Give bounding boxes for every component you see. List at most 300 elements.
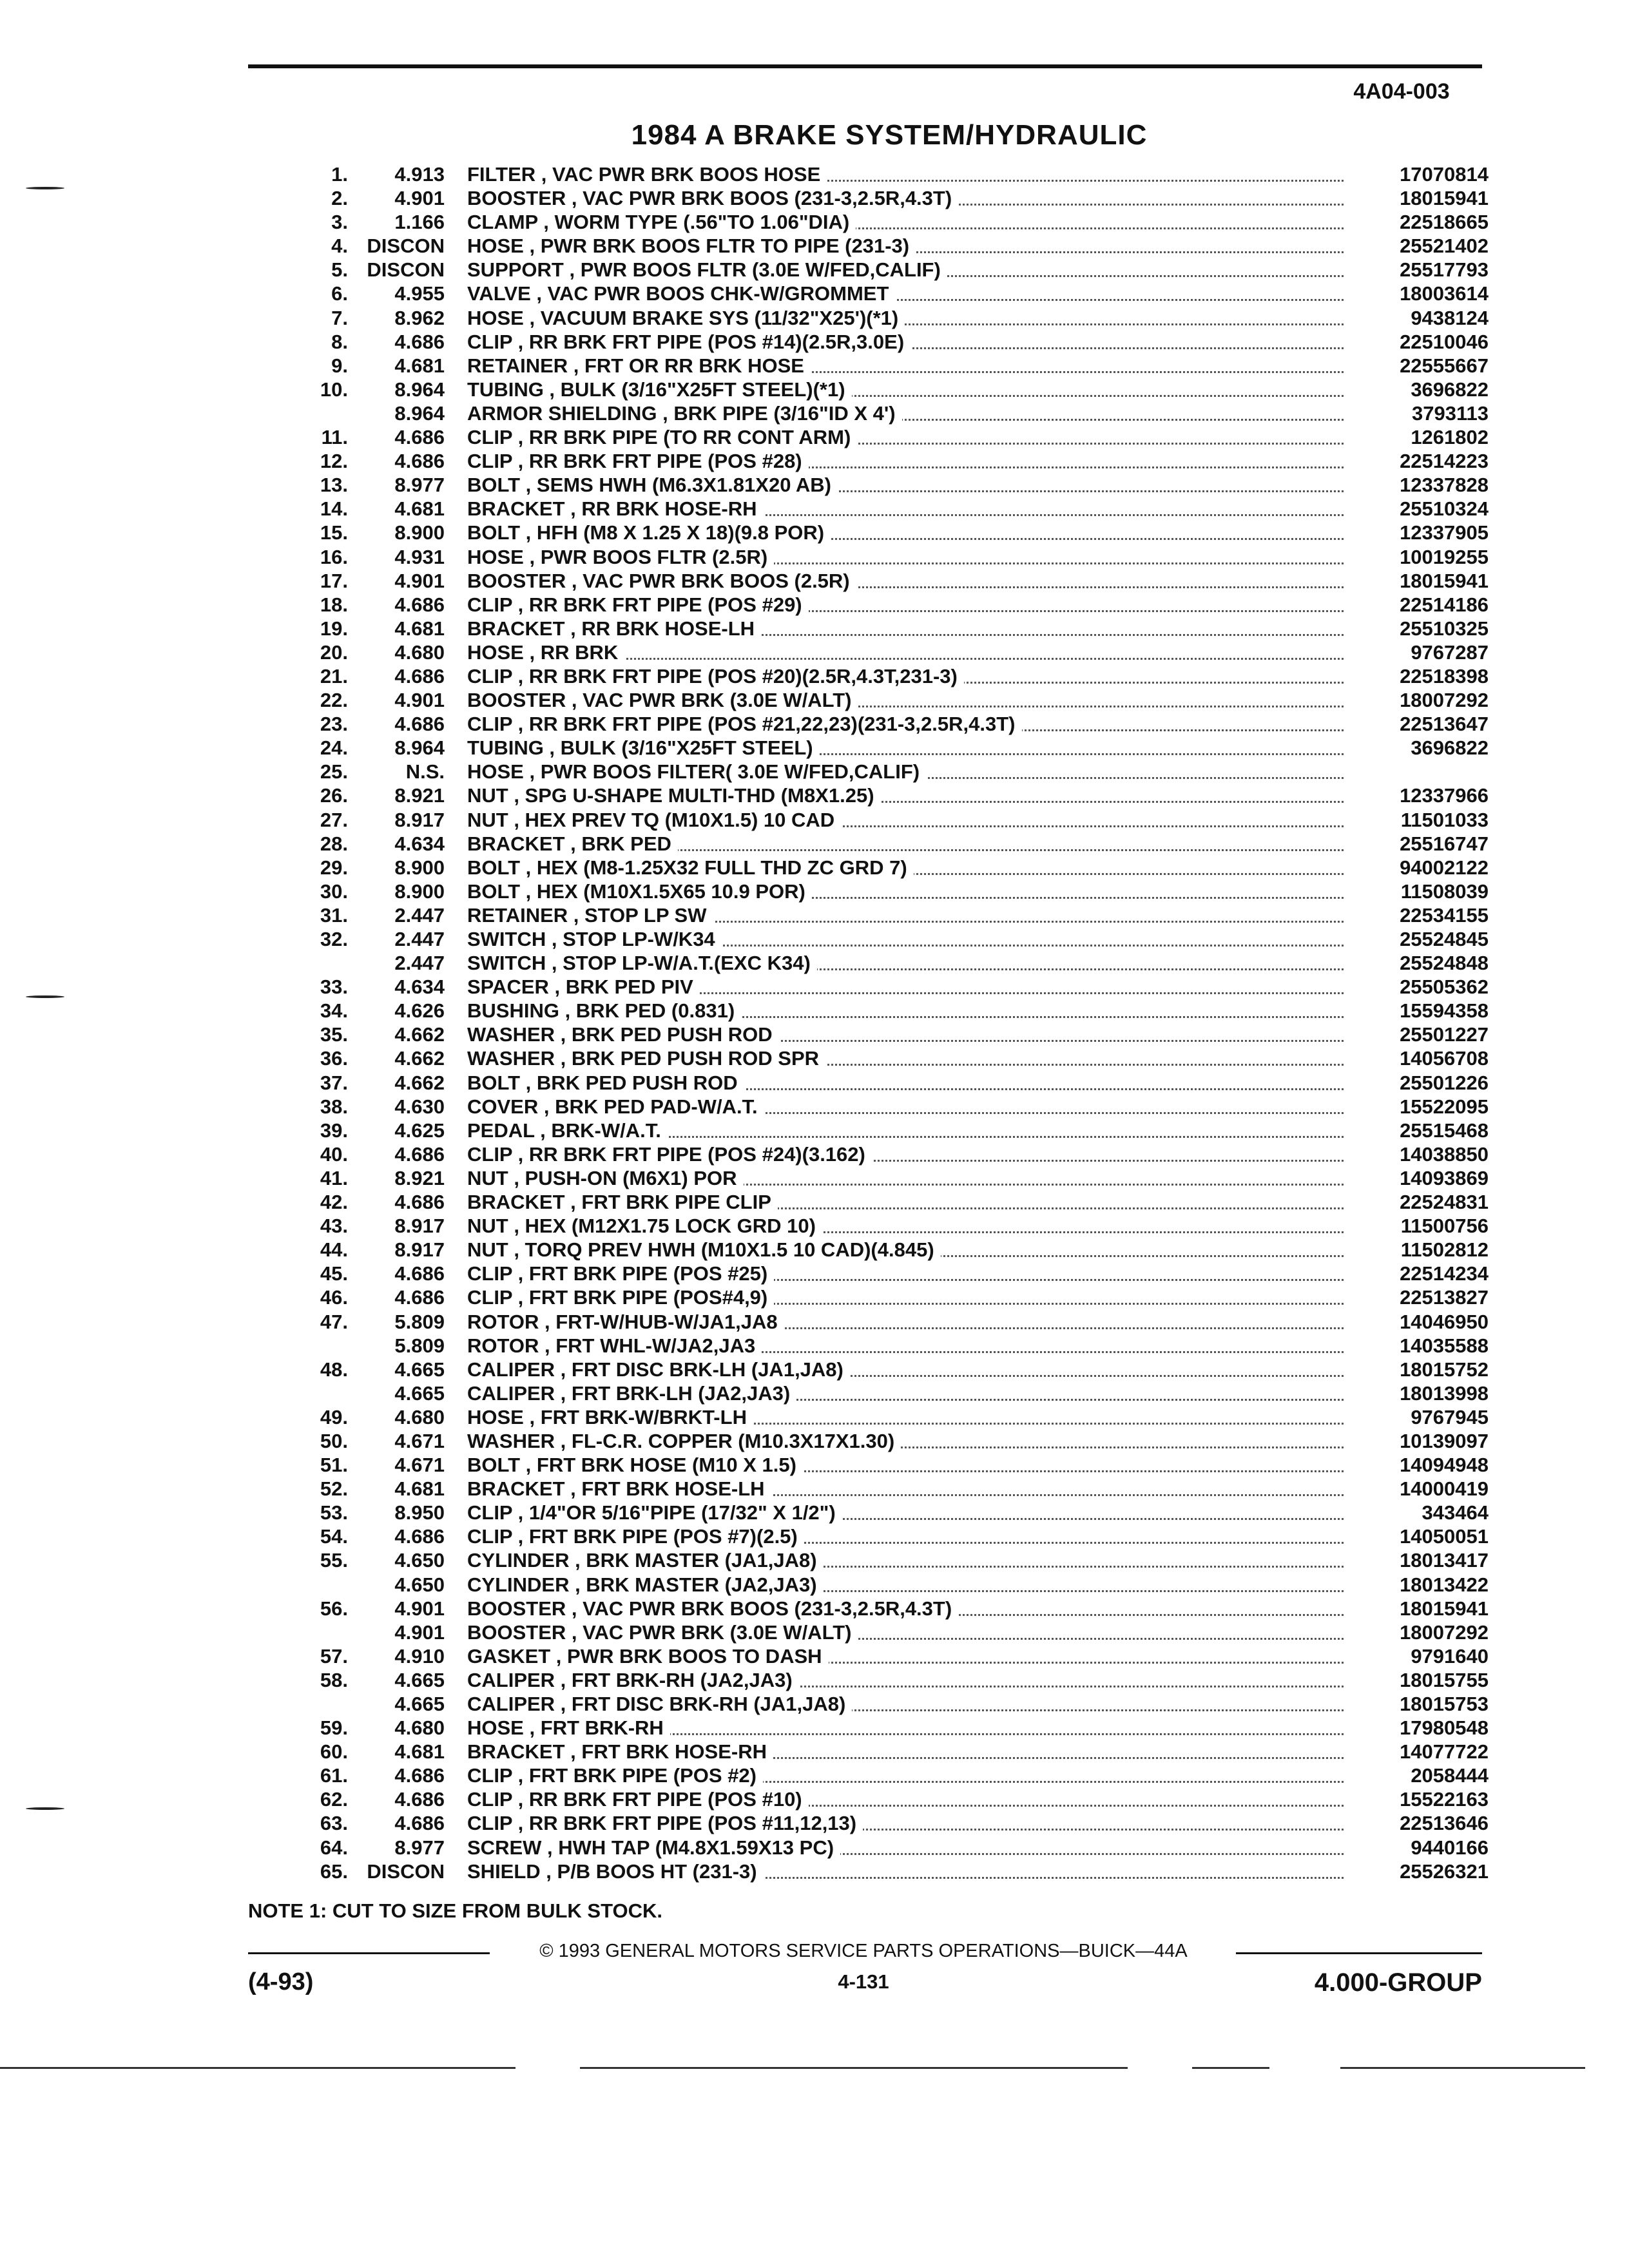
group-number: 4.686: [394, 1788, 445, 1811]
table-row: [284, 1836, 1495, 1860]
description-cell: [467, 425, 1337, 449]
group-number: 4.955: [394, 282, 445, 305]
description-cell: [467, 1620, 1337, 1644]
part-number: 22514186: [1400, 593, 1489, 616]
part-number: 18015755: [1400, 1668, 1489, 1691]
description: SHIELD , P/B BOOS HT (231-3): [467, 1860, 764, 1883]
group-number: 4.901: [394, 569, 445, 592]
table-row: [284, 1787, 1495, 1811]
table-row: [284, 1119, 1495, 1142]
item-number: 5.: [331, 258, 348, 282]
description: CYLINDER , BRK MASTER (JA2,JA3): [467, 1573, 824, 1596]
group-number: 4.686: [394, 1764, 445, 1787]
part-number: 25521402: [1400, 235, 1489, 258]
binder-mark: [26, 187, 64, 189]
item-number: 19.: [320, 617, 348, 640]
table-row: [284, 1334, 1495, 1358]
description-cell: [467, 378, 1337, 401]
part-number: 22510046: [1400, 330, 1489, 353]
description: CLIP , RR BRK FRT PIPE (POS #11,12,13): [467, 1812, 863, 1834]
description: BRACKET , RR BRK HOSE-RH: [467, 497, 764, 520]
description: FILTER , VAC PWR BRK BOOS HOSE: [467, 163, 827, 186]
table-row: [284, 1501, 1495, 1524]
part-number: 25524848: [1400, 952, 1489, 975]
table-row: [284, 760, 1495, 783]
description-cell: [467, 497, 1337, 521]
part-number: 9438124: [1411, 306, 1489, 329]
part-number: 22555667: [1400, 354, 1489, 377]
part-number: 15594358: [1400, 999, 1489, 1023]
part-number: 15522163: [1400, 1788, 1489, 1811]
description-cell: [467, 999, 1337, 1023]
table-row: [284, 1142, 1495, 1166]
table-row: [284, 879, 1495, 903]
table-row: [284, 975, 1495, 999]
group-number: 4.686: [394, 330, 445, 353]
group-number: 4.650: [394, 1549, 445, 1572]
part-number: 25516747: [1400, 832, 1489, 855]
item-number: 6.: [331, 282, 348, 305]
description-cell: [467, 1142, 1337, 1166]
table-row: [284, 1262, 1495, 1285]
copyright-line: © 1993 GENERAL MOTORS SERVICE PARTS OPERATIONS—BUICK—44A: [539, 1941, 1188, 1961]
part-number: 22518665: [1400, 211, 1489, 234]
description-cell: [467, 401, 1337, 425]
item-number: 9.: [331, 354, 348, 377]
part-number: 3696822: [1411, 736, 1489, 760]
description: HOSE , PWR BOOS FILTER( 3.0E W/FED,CALIF): [467, 760, 926, 783]
description: BRACKET , FRT BRK PIPE CLIP: [467, 1191, 778, 1213]
item-number: 33.: [320, 975, 348, 999]
group-number: 4.686: [394, 1191, 445, 1214]
group-number: 2.447: [394, 952, 445, 975]
description: COVER , BRK PED PAD-W/A.T.: [467, 1095, 764, 1118]
table-row: [284, 521, 1495, 544]
description: VALVE , VAC PWR BOOS CHK-W/GROMMET: [467, 282, 895, 305]
description-cell: [467, 1238, 1337, 1262]
table-row: [284, 664, 1495, 688]
group-number: 4.634: [394, 832, 445, 855]
item-number: 23.: [320, 713, 348, 736]
table-row: [284, 1023, 1495, 1046]
description-cell: [467, 1860, 1337, 1883]
description: CLIP , 1/4"OR 5/16"PIPE (17/32" X 1/2"): [467, 1501, 842, 1524]
group-number: 4.901: [394, 187, 445, 210]
description: HOSE , FRT BRK-W/BRKT-LH: [467, 1406, 753, 1428]
scan-edge-line: [1192, 2067, 1269, 2069]
description-cell: [467, 545, 1337, 569]
group-number: 8.964: [394, 378, 445, 401]
description: BRACKET , BRK PED: [467, 832, 678, 855]
description-cell: [467, 282, 1337, 305]
part-number: 22534155: [1400, 903, 1489, 927]
part-number: 11501033: [1400, 808, 1489, 831]
description: HOSE , PWR BRK BOOS FLTR TO PIPE (231-3): [467, 235, 916, 257]
table-row: [284, 617, 1495, 640]
group-number: 4.680: [394, 640, 445, 664]
group-number: 4.681: [394, 354, 445, 377]
part-number: 22524831: [1400, 1191, 1489, 1214]
part-number: 14050051: [1400, 1525, 1489, 1548]
table-row: [284, 569, 1495, 593]
description-cell: [467, 927, 1337, 951]
page-number: 4-131: [838, 1970, 889, 1993]
description-cell: [467, 306, 1337, 330]
part-number: 15522095: [1400, 1095, 1489, 1118]
table-row: [284, 1860, 1495, 1883]
part-number: 12337905: [1400, 521, 1489, 544]
description-cell: [467, 1285, 1337, 1309]
description: CALIPER , FRT BRK-RH (JA2,JA3): [467, 1669, 799, 1691]
group-number: 8.917: [394, 1215, 445, 1238]
group-number: 4.686: [394, 1812, 445, 1835]
group-number: 4.681: [394, 1740, 445, 1763]
item-number: 32.: [320, 928, 348, 950]
item-number: 63.: [320, 1812, 348, 1835]
group-number: 4.665: [394, 1693, 445, 1715]
description-cell: [467, 879, 1337, 903]
description: WASHER , BRK PED PUSH ROD SPR: [467, 1047, 825, 1070]
table-row: [284, 497, 1495, 521]
group-number: 4.680: [394, 1405, 445, 1428]
description: CLIP , RR BRK FRT PIPE (POS #29): [467, 593, 809, 616]
part-number: 18013998: [1400, 1381, 1489, 1405]
description-cell: [467, 449, 1337, 473]
group-number: 1.166: [394, 211, 445, 234]
description: BRACKET , FRT BRK HOSE-RH: [467, 1740, 773, 1763]
group-number: 4.665: [394, 1358, 445, 1381]
group-number: 4.901: [394, 1597, 445, 1620]
description: BOLT , HFH (M8 X 1.25 X 18)(9.8 POR): [467, 521, 831, 544]
description-cell: [467, 1119, 1337, 1142]
description: BOOSTER , VAC PWR BRK BOOS (231-3,2.5R,4.3T): [467, 1597, 958, 1620]
part-number: 343464: [1422, 1501, 1489, 1524]
description: CALIPER , FRT DISC BRK-LH (JA1,JA8): [467, 1358, 850, 1381]
description-cell: [467, 903, 1337, 927]
group-number: 4.662: [394, 1023, 445, 1046]
group-number: 8.900: [394, 521, 445, 544]
table-row: [284, 1285, 1495, 1309]
item-number: 56.: [320, 1597, 348, 1620]
part-number: 22514234: [1400, 1262, 1489, 1285]
item-number: 45.: [320, 1262, 348, 1285]
description: BOLT , BRK PED PUSH ROD: [467, 1072, 744, 1094]
part-number: 11500756: [1400, 1215, 1489, 1238]
description-cell: [467, 1548, 1337, 1572]
description: HOSE , RR BRK: [467, 641, 624, 664]
description-cell: [467, 1405, 1337, 1429]
group-number: 4.662: [394, 1047, 445, 1070]
table-row: [284, 1214, 1495, 1238]
item-number: 60.: [320, 1740, 348, 1763]
item-number: 7.: [331, 306, 348, 329]
part-number: 11502812: [1400, 1238, 1489, 1262]
group-number: 8.977: [394, 474, 445, 497]
item-number: 14.: [320, 497, 348, 521]
group-number: 4.686: [394, 1262, 445, 1285]
description-cell: [467, 1524, 1337, 1548]
description: BOOSTER , VAC PWR BRK BOOS (231-3,2.5R,4.3T): [467, 187, 958, 209]
group-number: 5.809: [394, 1310, 445, 1333]
part-number: 17980548: [1400, 1716, 1489, 1740]
description: SPACER , BRK PED PIV: [467, 975, 700, 998]
item-number: 11.: [321, 426, 348, 449]
description: BOLT , HEX (M10X1.5X65 10.9 POR): [467, 880, 812, 903]
description-cell: [467, 640, 1337, 664]
item-number: 24.: [320, 736, 348, 760]
description: CALIPER , FRT DISC BRK-RH (JA1,JA8): [467, 1693, 852, 1715]
table-row: [284, 783, 1495, 807]
description-cell: [467, 856, 1337, 879]
part-number: 22518398: [1400, 664, 1489, 687]
description-cell: [467, 760, 1337, 783]
group-number: 8.917: [394, 1238, 445, 1262]
group-number: 8.917: [394, 808, 445, 831]
description-cell: [467, 186, 1337, 210]
table-row: [284, 162, 1495, 186]
item-number: 16.: [320, 545, 348, 568]
item-number: 55.: [320, 1549, 348, 1572]
group-number: 8.964: [394, 736, 445, 760]
item-number: 50.: [320, 1429, 348, 1452]
description: NUT , HEX (M12X1.75 LOCK GRD 10): [467, 1215, 822, 1237]
group-number: 5.809: [394, 1334, 445, 1357]
group-number: 8.921: [394, 784, 445, 807]
description: BOOSTER , VAC PWR BRK BOOS (2.5R): [467, 570, 856, 592]
item-number: 57.: [320, 1644, 348, 1667]
table-row: [284, 1310, 1495, 1334]
table-row: [284, 1405, 1495, 1429]
group-number: 4.686: [394, 713, 445, 736]
description: BOLT , SEMS HWH (M6.3X1.81X20 AB): [467, 474, 838, 496]
description-cell: [467, 593, 1337, 617]
description: SCREW , HWH TAP (M4.8X1.59X13 PC): [467, 1836, 840, 1859]
part-number: 14077722: [1400, 1740, 1489, 1763]
description-cell: [467, 1597, 1337, 1620]
part-number: 18015753: [1400, 1693, 1489, 1715]
group-number: 4.626: [394, 999, 445, 1023]
description: SUPPORT , PWR BOOS FLTR (3.0E W/FED,CALIF): [467, 258, 947, 281]
table-row: [284, 736, 1495, 760]
table-row: [284, 1095, 1495, 1119]
description: ROTOR , FRT WHL-W/JA2,JA3: [467, 1334, 762, 1357]
part-number: 25517793: [1400, 258, 1489, 282]
description-cell: [467, 1716, 1337, 1740]
part-number: 18003614: [1400, 282, 1489, 305]
item-number: 12.: [320, 450, 348, 473]
part-number: 25505362: [1400, 975, 1489, 999]
item-number: 61.: [320, 1764, 348, 1787]
part-number: 18015941: [1400, 569, 1489, 592]
table-row: [284, 1716, 1495, 1740]
table-row: [284, 306, 1495, 330]
part-number: 25526321: [1400, 1860, 1489, 1883]
scan-edge-line: [1340, 2067, 1585, 2069]
page-title: 1984 A BRAKE SYSTEM/HYDRAULIC: [631, 119, 1148, 151]
parts-table: [284, 162, 1495, 1883]
group-number: 4.665: [394, 1381, 445, 1405]
binder-mark: [26, 1807, 64, 1810]
item-number: 25.: [320, 760, 348, 783]
description-cell: [467, 258, 1337, 282]
table-row: [284, 545, 1495, 569]
table-row: [284, 951, 1495, 975]
description: CALIPER , FRT BRK-LH (JA2,JA3): [467, 1382, 796, 1405]
description: CLIP , RR BRK FRT PIPE (POS #10): [467, 1788, 809, 1811]
group-number: 4.686: [394, 1525, 445, 1548]
top-rule: [248, 64, 1482, 68]
revision-date: (4-93): [248, 1968, 314, 1995]
description-cell: [467, 1334, 1337, 1358]
description: NUT , HEX PREV TQ (M10X1.5) 10 CAD: [467, 809, 841, 831]
part-number: 14094948: [1400, 1454, 1489, 1477]
description: PEDAL , BRK-W/A.T.: [467, 1119, 668, 1142]
table-row: [284, 354, 1495, 378]
description: RETAINER , FRT OR RR BRK HOSE: [467, 354, 811, 377]
item-number: 49.: [320, 1405, 348, 1428]
item-number: 46.: [320, 1286, 348, 1309]
description-cell: [467, 1166, 1337, 1190]
description-cell: [467, 1836, 1337, 1860]
part-number: 22514223: [1400, 450, 1489, 473]
description-cell: [467, 521, 1337, 544]
group-number: 8.964: [394, 401, 445, 425]
description-cell: [467, 1214, 1337, 1238]
part-number: 3696822: [1411, 378, 1489, 401]
part-number: 9767945: [1411, 1405, 1489, 1428]
table-row: [284, 1548, 1495, 1572]
description-cell: [467, 1095, 1337, 1119]
description-cell: [467, 569, 1337, 593]
description: NUT , SPG U-SHAPE MULTI-THD (M8X1.25): [467, 784, 881, 807]
description-cell: [467, 975, 1337, 999]
part-number: 22513647: [1400, 713, 1489, 736]
group-number: 4.901: [394, 689, 445, 712]
group-number: 4.625: [394, 1119, 445, 1142]
group-number: 4.910: [394, 1644, 445, 1667]
table-row: [284, 258, 1495, 282]
group-number: 2.447: [394, 903, 445, 927]
part-number: 22513827: [1400, 1286, 1489, 1309]
part-number: 9440166: [1411, 1836, 1489, 1859]
part-number: 9791640: [1411, 1644, 1489, 1667]
table-row: [284, 210, 1495, 234]
description-cell: [467, 473, 1337, 497]
description-cell: [467, 1071, 1337, 1095]
part-number: 14038850: [1400, 1142, 1489, 1166]
description-cell: [467, 1477, 1337, 1501]
part-number: 1261802: [1411, 426, 1489, 449]
table-row: [284, 712, 1495, 736]
table-row: [284, 688, 1495, 712]
item-number: 4.: [331, 235, 348, 258]
description: BRACKET , FRT BRK HOSE-LH: [467, 1477, 771, 1500]
description: CLIP , FRT BRK PIPE (POS #2): [467, 1764, 763, 1787]
item-number: 42.: [320, 1191, 348, 1214]
description: CLIP , RR BRK PIPE (TO RR CONT ARM): [467, 426, 857, 448]
description-cell: [467, 808, 1337, 832]
description: TUBING , BULK (3/16"X25FT STEEL)(*1): [467, 378, 852, 401]
part-number: 25515468: [1400, 1119, 1489, 1142]
description-cell: [467, 1644, 1337, 1668]
table-row: [284, 1524, 1495, 1548]
group-number: DISCON: [367, 258, 445, 282]
table-row: [284, 1740, 1495, 1763]
description: NUT , TORQ PREV HWH (M10X1.5 10 CAD)(4.845): [467, 1238, 941, 1261]
item-number: 38.: [320, 1095, 348, 1118]
description: GASKET , PWR BRK BOOS TO DASH: [467, 1645, 829, 1667]
item-number: 17.: [320, 569, 348, 592]
part-number: 18013417: [1400, 1549, 1489, 1572]
description-cell: [467, 1190, 1337, 1214]
part-number: 94002122: [1400, 856, 1489, 879]
part-number: 18015752: [1400, 1358, 1489, 1381]
scan-edge-line: [580, 2067, 1128, 2069]
description: CLIP , FRT BRK PIPE (POS #25): [467, 1262, 774, 1285]
part-number: 18015941: [1400, 1597, 1489, 1620]
description-cell: [467, 664, 1337, 688]
part-number: 14056708: [1400, 1047, 1489, 1070]
item-number: 26.: [320, 784, 348, 807]
item-number: 22.: [320, 689, 348, 712]
group-number: 4.680: [394, 1716, 445, 1740]
item-number: 10.: [320, 378, 348, 401]
group-number: DISCON: [367, 1860, 445, 1883]
table-row: [284, 927, 1495, 951]
description: BOOSTER , VAC PWR BRK (3.0E W/ALT): [467, 689, 858, 711]
description-cell: [467, 1381, 1337, 1405]
description-cell: [467, 234, 1337, 258]
group-number: 2.447: [394, 928, 445, 950]
item-number: 51.: [320, 1454, 348, 1477]
part-number: 18015941: [1400, 187, 1489, 210]
table-row: [284, 640, 1495, 664]
item-number: 1.: [331, 163, 348, 186]
description-cell: [467, 736, 1337, 760]
description-cell: [467, 162, 1337, 186]
description: HOSE , FRT BRK-RH: [467, 1716, 670, 1739]
description-cell: [467, 1668, 1337, 1692]
description-cell: [467, 1262, 1337, 1285]
group-number: DISCON: [367, 235, 445, 258]
table-row: [284, 593, 1495, 617]
item-number: 41.: [320, 1166, 348, 1189]
group-number: 4.681: [394, 617, 445, 640]
description-cell: [467, 1573, 1337, 1597]
item-number: 43.: [320, 1215, 348, 1238]
item-number: 48.: [320, 1358, 348, 1381]
binder-mark: [26, 995, 64, 998]
page-code: 4A04-003: [1353, 79, 1450, 104]
part-number: 14000419: [1400, 1477, 1489, 1501]
table-row: [284, 401, 1495, 425]
part-number: 25501227: [1400, 1023, 1489, 1046]
item-number: 40.: [320, 1142, 348, 1166]
item-number: 18.: [320, 593, 348, 616]
part-number: 12337966: [1400, 784, 1489, 807]
part-number: 25510325: [1400, 617, 1489, 640]
group-number: 4.650: [394, 1573, 445, 1596]
part-number: 9767287: [1411, 640, 1489, 664]
table-row: [284, 1644, 1495, 1668]
description: ROTOR , FRT-W/HUB-W/JA1,JA8: [467, 1311, 784, 1333]
group-number: 4.662: [394, 1071, 445, 1094]
table-row: [284, 186, 1495, 210]
description: BOLT , FRT BRK HOSE (M10 X 1.5): [467, 1454, 803, 1476]
table-row: [284, 1381, 1495, 1405]
part-number: 3793113: [1412, 401, 1489, 425]
item-number: 20.: [320, 640, 348, 664]
